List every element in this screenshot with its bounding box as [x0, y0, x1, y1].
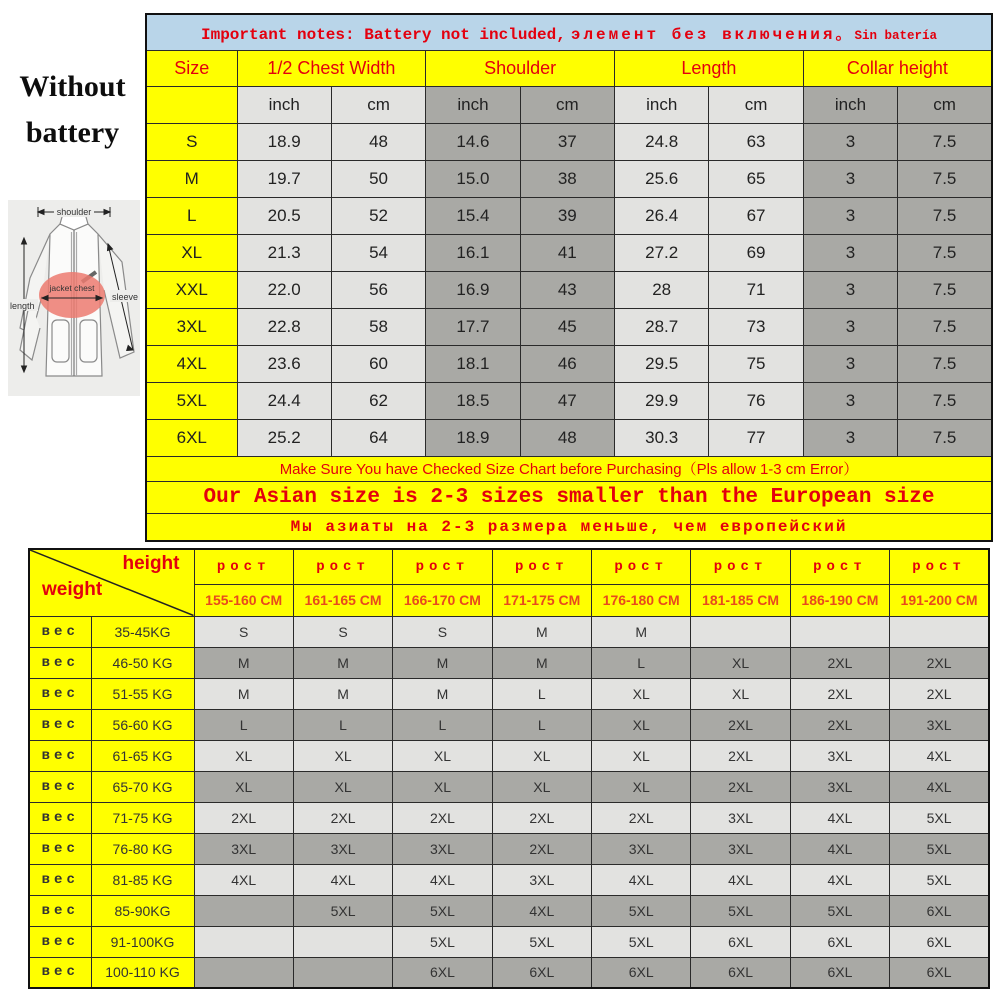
recommended-size-cell: 3XL [194, 833, 293, 864]
weight-range-cell: 35-45KG [91, 616, 194, 647]
recommended-size-cell: XL [194, 740, 293, 771]
measurement-value-cell: 7.5 [898, 123, 992, 160]
measurement-value-cell: 3 [803, 382, 897, 419]
recommended-size-cell: L [592, 647, 691, 678]
recommended-size-cell: 4XL [790, 864, 889, 895]
asian-size-note-row [146, 481, 992, 513]
recommended-size-cell: 6XL [691, 926, 790, 957]
measurement-value-cell: 41 [520, 234, 614, 271]
measurement-value-cell: 3 [803, 160, 897, 197]
measurement-value-cell: 39 [520, 197, 614, 234]
recommended-size-cell: M [492, 616, 591, 647]
height-range-cell: 155-160 CM [194, 584, 293, 616]
recommended-size-cell: 5XL [592, 926, 691, 957]
measurement-value-cell: 3 [803, 234, 897, 271]
recommended-size-cell [890, 616, 989, 647]
height-range-cell: 161-165 CM [293, 584, 392, 616]
measurement-value-cell: 19.7 [237, 160, 331, 197]
measurement-value-cell: 23.6 [237, 345, 331, 382]
measurement-value-cell: 14.6 [426, 123, 520, 160]
jacket-measurement-diagram [8, 200, 140, 396]
check-note-text: Make Sure You have Checked Size Chart before Purchasing（Pls allow 1-3 cm Error） [146, 456, 992, 481]
recommended-size-cell: 2XL [492, 833, 591, 864]
size-chart-table [145, 13, 993, 542]
recommended-size-cell: XL [592, 709, 691, 740]
recommended-size-cell: XL [691, 678, 790, 709]
ves-label-cell: вес [29, 771, 91, 802]
size-table-row [146, 197, 992, 234]
ves-label-cell: вес [29, 647, 91, 678]
measurement-value-cell: 7.5 [898, 419, 992, 456]
ves-label-cell: вес [29, 833, 91, 864]
recommended-size-cell: 2XL [293, 802, 392, 833]
unit-header-cell: cm [520, 86, 614, 123]
recommended-size-cell: 2XL [890, 647, 989, 678]
recommended-size-cell: 6XL [790, 957, 889, 988]
measurement-value-cell: 16.1 [426, 234, 520, 271]
measurement-value-cell: 71 [709, 271, 803, 308]
without-battery-label [0, 64, 145, 156]
recommended-size-cell: 5XL [890, 864, 989, 895]
recommended-size-cell: XL [393, 771, 492, 802]
recommended-size-cell: 2XL [790, 647, 889, 678]
recommended-size-cell: 5XL [293, 895, 392, 926]
height-range-cell: 181-185 CM [691, 584, 790, 616]
size-table-row [146, 234, 992, 271]
measurement-value-cell: 7.5 [898, 382, 992, 419]
measurement-value-cell: 54 [331, 234, 425, 271]
recommended-size-cell: L [492, 709, 591, 740]
recommended-size-cell: 4XL [890, 771, 989, 802]
size-label-cell: XL [146, 234, 237, 271]
fit-table-row [29, 833, 989, 864]
recommended-size-cell: XL [393, 740, 492, 771]
measurement-value-cell: 69 [709, 234, 803, 271]
recommended-size-cell: 5XL [890, 833, 989, 864]
measurement-value-cell: 27.2 [615, 234, 709, 271]
measurement-value-cell: 3 [803, 197, 897, 234]
ves-label-cell: вес [29, 957, 91, 988]
measurement-value-cell: 25.6 [615, 160, 709, 197]
recommended-size-cell: L [492, 678, 591, 709]
recommended-size-cell: 4XL [890, 740, 989, 771]
ves-label-cell: вес [29, 895, 91, 926]
recommended-size-cell: M [393, 647, 492, 678]
measurement-value-cell: 22.0 [237, 271, 331, 308]
recommended-size-cell: 2XL [592, 802, 691, 833]
recommended-size-cell: 4XL [790, 802, 889, 833]
recommended-size-cell: S [393, 616, 492, 647]
height-range-cell: 186-190 CM [790, 584, 889, 616]
fit-table-row [29, 771, 989, 802]
jacket-chest-measure-label: jacket chest [49, 283, 95, 293]
sleeve-measure-label: sleeve [112, 292, 139, 302]
size-table-row [146, 345, 992, 382]
recommended-size-cell: M [592, 616, 691, 647]
note-spanish: Sin batería [854, 28, 937, 43]
size-column-spacer [146, 86, 237, 123]
fit-table-row [29, 616, 989, 647]
rost-header-cell: рост [790, 549, 889, 584]
without-battery-line2: battery [25, 116, 120, 149]
column-group-header: Length [615, 50, 804, 86]
recommended-size-cell: M [393, 678, 492, 709]
measurement-value-cell: 7.5 [898, 345, 992, 382]
unit-header-cell: cm [898, 86, 992, 123]
measurement-value-cell: 21.3 [237, 234, 331, 271]
measurement-value-cell: 18.9 [237, 123, 331, 160]
recommended-size-cell: 3XL [691, 833, 790, 864]
measurement-value-cell: 15.0 [426, 160, 520, 197]
recommended-size-cell: M [194, 647, 293, 678]
important-note-row [146, 14, 992, 50]
weight-range-cell: 100-110 KG [91, 957, 194, 988]
unit-header-row [146, 86, 992, 123]
measurement-value-cell: 48 [520, 419, 614, 456]
weight-range-cell: 71-75 KG [91, 802, 194, 833]
measurement-value-cell: 64 [331, 419, 425, 456]
fit-table-row [29, 740, 989, 771]
size-table-row [146, 271, 992, 308]
size-label-cell: S [146, 123, 237, 160]
recommended-size-cell: 2XL [194, 802, 293, 833]
height-range-cell: 166-170 CM [393, 584, 492, 616]
recommended-size-cell [691, 616, 790, 647]
measurement-value-cell: 56 [331, 271, 425, 308]
recommended-size-cell: 6XL [890, 957, 989, 988]
measurement-value-cell: 28 [615, 271, 709, 308]
chest-highlight-ellipse [39, 272, 105, 318]
recommended-size-cell: 2XL [691, 771, 790, 802]
recommended-size-cell: XL [492, 740, 591, 771]
recommended-size-cell: S [194, 616, 293, 647]
recommended-size-cell: 3XL [790, 740, 889, 771]
recommended-size-cell: S [293, 616, 392, 647]
measurement-value-cell: 47 [520, 382, 614, 419]
recommended-size-cell: XL [293, 771, 392, 802]
fit-table-row [29, 709, 989, 740]
ves-label-cell: вес [29, 802, 91, 833]
unit-header-cell: cm [709, 86, 803, 123]
recommended-size-cell: XL [592, 740, 691, 771]
size-label-cell: M [146, 160, 237, 197]
note-russian: элемент без включения。 [570, 25, 855, 44]
recommended-size-cell [293, 926, 392, 957]
ves-label-cell: вес [29, 709, 91, 740]
recommended-size-cell: 2XL [393, 802, 492, 833]
recommended-size-cell [194, 957, 293, 988]
recommended-size-cell: 4XL [592, 864, 691, 895]
rost-header-cell: рост [393, 549, 492, 584]
measurement-value-cell: 43 [520, 271, 614, 308]
measurement-value-cell: 17.7 [426, 308, 520, 345]
recommended-size-cell: M [492, 647, 591, 678]
weight-range-cell: 85-90KG [91, 895, 194, 926]
recommended-size-cell: 3XL [790, 771, 889, 802]
measurement-value-cell: 18.9 [426, 419, 520, 456]
recommended-size-cell: 5XL [790, 895, 889, 926]
recommended-size-cell: 5XL [393, 895, 492, 926]
unit-header-cell: cm [331, 86, 425, 123]
recommended-size-cell: 3XL [293, 833, 392, 864]
size-label-cell: L [146, 197, 237, 234]
ves-label-cell: вес [29, 678, 91, 709]
recommended-size-cell: 3XL [492, 864, 591, 895]
rost-header-cell: рост [492, 549, 591, 584]
recommended-size-cell: XL [293, 740, 392, 771]
recommended-size-cell [293, 957, 392, 988]
recommended-size-cell: XL [592, 678, 691, 709]
weight-range-cell: 65-70 KG [91, 771, 194, 802]
recommended-size-cell: 3XL [691, 802, 790, 833]
recommended-size-cell: L [293, 709, 392, 740]
recommended-size-cell: 2XL [691, 709, 790, 740]
fit-table-body [29, 616, 989, 988]
measurement-value-cell: 22.8 [237, 308, 331, 345]
measurement-value-cell: 60 [331, 345, 425, 382]
size-label-cell: 5XL [146, 382, 237, 419]
measurement-value-cell: 24.8 [615, 123, 709, 160]
recommended-size-cell: 3XL [592, 833, 691, 864]
recommended-size-cell: 5XL [691, 895, 790, 926]
measurement-value-cell: 76 [709, 382, 803, 419]
size-table-row [146, 419, 992, 456]
length-measure-label: length [10, 301, 35, 311]
size-table-row [146, 160, 992, 197]
recommended-size-cell: XL [492, 771, 591, 802]
size-table-row [146, 308, 992, 345]
fit-table-row [29, 895, 989, 926]
measurement-value-cell: 7.5 [898, 271, 992, 308]
measurement-value-cell: 58 [331, 308, 425, 345]
recommended-size-cell: 4XL [194, 864, 293, 895]
recommended-size-cell: 2XL [790, 709, 889, 740]
weight-range-cell: 46-50 KG [91, 647, 194, 678]
without-battery-line1: Without [19, 70, 126, 103]
recommended-size-cell: 4XL [393, 864, 492, 895]
recommended-size-cell: 2XL [691, 740, 790, 771]
size-label-cell: XXL [146, 271, 237, 308]
ves-label-cell: вес [29, 864, 91, 895]
column-group-header: Collar height [803, 50, 992, 86]
measurement-value-cell: 26.4 [615, 197, 709, 234]
note-english: Important notes: Battery not included, [200, 25, 566, 44]
asian-size-note-text: Our Asian size is 2-3 sizes smaller than the European size [146, 481, 992, 513]
important-note [146, 14, 992, 50]
ves-label-cell: вес [29, 740, 91, 771]
recommended-size-cell: 5XL [393, 926, 492, 957]
corner-height-label: height [122, 553, 180, 574]
measurement-value-cell: 20.5 [237, 197, 331, 234]
measurement-value-cell: 18.1 [426, 345, 520, 382]
recommended-size-cell: 4XL [492, 895, 591, 926]
recommended-size-cell: 4XL [790, 833, 889, 864]
recommended-size-cell: 4XL [293, 864, 392, 895]
recommended-size-cell: XL [691, 647, 790, 678]
fit-table-row [29, 926, 989, 957]
measurement-value-cell: 77 [709, 419, 803, 456]
height-header-row [29, 549, 989, 584]
jacket-sketch [8, 200, 140, 396]
rost-header-cell: рост [293, 549, 392, 584]
size-label-cell: 3XL [146, 308, 237, 345]
russian-note-text: Мы азиаты на 2-3 размера меньше, чем европейский [146, 513, 992, 541]
recommended-size-cell [790, 616, 889, 647]
measurement-value-cell: 3 [803, 419, 897, 456]
weight-range-cell: 61-65 KG [91, 740, 194, 771]
measurement-value-cell: 52 [331, 197, 425, 234]
size-table-row [146, 123, 992, 160]
measurement-value-cell: 73 [709, 308, 803, 345]
fit-table-row [29, 957, 989, 988]
size-table-body [146, 123, 992, 456]
measurement-value-cell: 28.7 [615, 308, 709, 345]
column-group-header: Shoulder [426, 50, 615, 86]
weight-range-cell: 51-55 KG [91, 678, 194, 709]
measurement-value-cell: 25.2 [237, 419, 331, 456]
shoulder-measure-label: shoulder [56, 207, 92, 217]
measurement-value-cell: 50 [331, 160, 425, 197]
height-range-cell: 176-180 CM [592, 584, 691, 616]
recommended-size-cell: M [293, 678, 392, 709]
measurement-value-cell: 63 [709, 123, 803, 160]
height-range-cell: 171-175 CM [492, 584, 591, 616]
height-weight-fit-table [28, 548, 990, 989]
size-table-row [146, 382, 992, 419]
fit-table-row [29, 647, 989, 678]
rost-header-cell: рост [194, 549, 293, 584]
measurement-value-cell: 18.5 [426, 382, 520, 419]
recommended-size-cell: 6XL [691, 957, 790, 988]
measurement-value-cell: 45 [520, 308, 614, 345]
recommended-size-cell: 5XL [492, 926, 591, 957]
recommended-size-cell: 6XL [492, 957, 591, 988]
measurement-value-cell: 3 [803, 271, 897, 308]
weight-range-cell: 91-100KG [91, 926, 194, 957]
recommended-size-cell: 2XL [492, 802, 591, 833]
measurement-value-cell: 29.9 [615, 382, 709, 419]
measurement-value-cell: 30.3 [615, 419, 709, 456]
check-note-row [146, 456, 992, 481]
measurement-value-cell: 46 [520, 345, 614, 382]
measurement-value-cell: 29.5 [615, 345, 709, 382]
measurement-value-cell: 75 [709, 345, 803, 382]
measurement-value-cell: 24.4 [237, 382, 331, 419]
size-label-cell: 6XL [146, 419, 237, 456]
unit-header-cell: inch [803, 86, 897, 123]
measurement-value-cell: 38 [520, 160, 614, 197]
recommended-size-cell: L [194, 709, 293, 740]
ves-label-cell: вес [29, 616, 91, 647]
measurement-value-cell: 7.5 [898, 234, 992, 271]
recommended-size-cell: L [393, 709, 492, 740]
recommended-size-cell [194, 926, 293, 957]
recommended-size-cell: M [293, 647, 392, 678]
measurement-value-cell: 7.5 [898, 160, 992, 197]
recommended-size-cell: 6XL [393, 957, 492, 988]
measurement-value-cell: 48 [331, 123, 425, 160]
recommended-size-cell: 3XL [393, 833, 492, 864]
measurement-value-cell: 7.5 [898, 308, 992, 345]
rost-header-cell: рост [592, 549, 691, 584]
ves-label-cell: вес [29, 926, 91, 957]
measurement-value-cell: 65 [709, 160, 803, 197]
size-label-cell: 4XL [146, 345, 237, 382]
column-group-header: Size [146, 50, 237, 86]
recommended-size-cell: 4XL [691, 864, 790, 895]
weight-range-cell: 81-85 KG [91, 864, 194, 895]
recommended-size-cell: 6XL [790, 926, 889, 957]
fit-table-row [29, 864, 989, 895]
fit-table-row [29, 678, 989, 709]
weight-range-cell: 76-80 KG [91, 833, 194, 864]
rost-header-cell: рост [691, 549, 790, 584]
russian-note-row [146, 513, 992, 541]
recommended-size-cell: 5XL [592, 895, 691, 926]
measurement-value-cell: 16.9 [426, 271, 520, 308]
measurement-value-cell: 62 [331, 382, 425, 419]
measurement-value-cell: 37 [520, 123, 614, 160]
recommended-size-cell [194, 895, 293, 926]
corner-weight-label: weight [42, 578, 103, 600]
recommended-size-cell: M [194, 678, 293, 709]
measurement-value-cell: 7.5 [898, 197, 992, 234]
height-weight-corner-cell [29, 549, 194, 616]
fit-table-row [29, 802, 989, 833]
rost-header-cell: рост [890, 549, 989, 584]
recommended-size-cell: 2XL [790, 678, 889, 709]
weight-range-cell: 56-60 KG [91, 709, 194, 740]
unit-header-cell: inch [426, 86, 520, 123]
recommended-size-cell: XL [194, 771, 293, 802]
recommended-size-cell: 5XL [890, 802, 989, 833]
recommended-size-cell: XL [592, 771, 691, 802]
recommended-size-cell: 3XL [890, 709, 989, 740]
measurement-value-cell: 67 [709, 197, 803, 234]
unit-header-cell: inch [237, 86, 331, 123]
recommended-size-cell: 2XL [890, 678, 989, 709]
column-group-header-row [146, 50, 992, 86]
measurement-value-cell: 3 [803, 123, 897, 160]
height-range-cell: 191-200 CM [890, 584, 989, 616]
column-group-header: 1/2 Chest Width [237, 50, 426, 86]
measurement-value-cell: 3 [803, 345, 897, 382]
recommended-size-cell: 6XL [890, 895, 989, 926]
recommended-size-cell: 6XL [890, 926, 989, 957]
unit-header-cell: inch [615, 86, 709, 123]
measurement-value-cell: 3 [803, 308, 897, 345]
measurement-value-cell: 15.4 [426, 197, 520, 234]
recommended-size-cell: 6XL [592, 957, 691, 988]
